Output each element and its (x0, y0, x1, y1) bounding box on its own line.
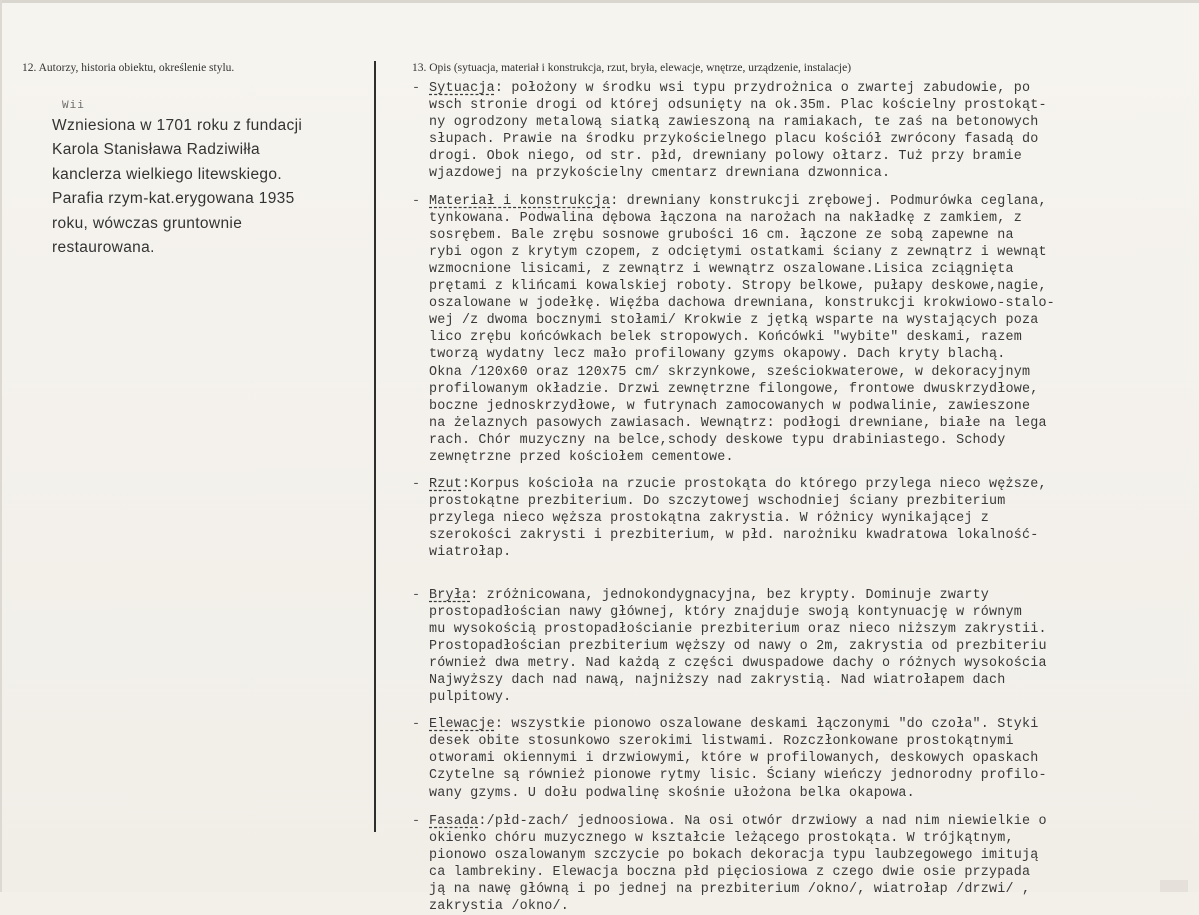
history-line: restaurowana. (52, 239, 155, 257)
section-keyword: Elewacje (429, 717, 495, 733)
section-line: wsch stronie drogi od której odsunięty na ok.35m. Plac kościelny prostokąt- (429, 98, 1047, 114)
handwritten-marks: Wii (62, 100, 85, 112)
section-line: prostopadłościan nawy głównej, który znajduje swoją kontynuację w równym (429, 604, 1022, 620)
section-line: :/płd-zach/ jednoosiowa. Na osi otwór drzwiowy a nad nim niewielkie o (478, 813, 1047, 829)
page-edge (0, 0, 1199, 3)
section-keyword: Fasada (429, 813, 479, 829)
section-line: Okna /120x60 oraz 120x75 cm/ skrzynkowe, sześciokwaterowe, w dekoracyjnym (429, 364, 1031, 380)
section-line: tynkowana. Podwalina dębowa łączona na narożach na nakładkę z zamkiem, z (429, 210, 1022, 226)
section-line: zakrystia /okno/. (429, 899, 570, 915)
section-keyword: Materiał i konstrukcja (429, 193, 611, 209)
section-line: wjazdowej na przykościelny cmentarz drewniana dzwonnica. (429, 166, 891, 182)
section-line: mu wysokością prostopadłościanie prezbiterium oraz nieco niższym zakrystii. (429, 621, 1047, 637)
history-line: Parafia rzym-kat.erygowana 1935 (52, 190, 295, 208)
history-line: Karola Stanisława Radziwiłła (52, 141, 260, 159)
section-line: na żelaznych pasowych zawiasach. Wewnątrz: podłogi drewniane, białe na lega (429, 415, 1047, 431)
section-line: okienko chóru muzycznego w kształcie leżącego prostokąta. W trójkątnym, (429, 830, 1014, 846)
section-line: wiatrołap. (429, 545, 512, 561)
section-line: słupach. Prawie na środku przykościelnego placu kościół zwrócony fasadą do (429, 132, 1039, 148)
section-line: : drewniany konstrukcji zrębowej. Podmurówka ceglana, (610, 193, 1047, 209)
section-line: otworami okiennymi i drzwiowymi, które w profilowanych, deskowych opaskach (429, 751, 1039, 767)
history-line: Wzniesiona w 1701 roku z fundacji (52, 117, 303, 134)
section-line: wej /z dwoma bocznymi stołami/ Krokwie z jętką wsparte na wystających poza (429, 313, 1039, 329)
section-line: : położony w środku wsi typu przydrożnica o zwartej zabudowie, po (494, 81, 1031, 96)
page-edge (0, 0, 2, 892)
section-line: ją na nawę główną i po jednej na prezbiterium /okno/, wiatrołap /drzwi/ , (429, 882, 1031, 898)
section-rzut: - Rzut:Korpus kościoła na rzucie prostokąta do którego przylega nieco węższe, prostokątne prezbiterium. Do szczytowej wschodniej ściany prezbiterium przylega nieco węższa prostokątna zakrystia. W różnicy wynikającej z szerokości zakrysti i prezbiterium, w płd. narożniku kwadratowa lokalność- wiatrołap. (412, 476, 1199, 561)
section-line: szerokości zakrysti i prezbiterium, w płd. narożniku kwadratowa lokalność- (429, 528, 1039, 544)
section-line: wzmocnione lisicami, z zewnątrz i wewnątrz oszalowane.Lisica zciągnięta (429, 261, 1014, 277)
section-line: oszalowane w jodełkę. Więźba dachowa drewniana, konstrukcji krokwiowo-stalo- (429, 296, 1055, 312)
section-line: rach. Chór muzyczny na belce,schody deskowe typu drabiniastego. Schody (429, 432, 1006, 448)
section-line: zewnętrzne przed kościołem cementowe. (429, 449, 734, 465)
section-line: profilowanym okładzie. Drzwi zewnętrzne filongowe, frontowe dwuskrzydłowe, (429, 381, 1039, 397)
section-line: drogi. Obok niego, od str. płd, drewniany polowy ołtarz. Tuż przy bramie (429, 149, 1022, 165)
section-line: :Korpus kościoła na rzucie prostokąta do którego przylega nieco węższe, (461, 477, 1047, 493)
section-line: Prostopadłościan prezbiterium węższy od nawy o 2m, zakrystia od prezbiteriu (429, 638, 1047, 654)
section-fasada: - Fasada:/płd-zach/ jednoosiowa. Na osi otwór drzwiowy a nad nim niewielkie o okienko chóru muzycznego w kształcie leżącego prostokąta. W trójkątnym, pionowo oszalowanym szczycie po bokach dekoracja typu laubzegowego imitują ca lambrekiny. Elewacja boczna płd pięciosiowa z czego dwie osie przypada ją na nawę główną i po jednej na prezbiterium /okno/, wiatrołap /drzwi/ , zakrystia /okno/. (412, 813, 1199, 915)
section-line: : zróżnicowana, jednokondygnacyjna, bez krypty. Dominuje zwarty (470, 587, 990, 603)
history-text (52, 114, 374, 260)
section-line: prostokątne prezbiterium. Do szczytowej wschodniej ściany prezbiterium (429, 494, 1006, 510)
section-line: rybi ogon z krytym czopem, z odciętymi ostatkami ściany z zewnątrz i wewnąt (429, 244, 1047, 260)
section-line: ca lambrekiny. Elewacja boczna płd pięciosiowa z czego dwie osie przypada (429, 864, 1031, 880)
section-keyword: Bryła (429, 587, 471, 603)
section-line: sosrębem. Bale zrębu sosnowe grubości 16 cm. łączone ze sobą zapewne na (429, 227, 1014, 243)
section-line: ny ogrodzony metalową siatką zawieszoną na ramiakach, te zaś na betonowych (429, 115, 1039, 131)
section-line: również dwa metry. Nad każdą z części dwuspadowe dachy o różnych wysokościa (429, 655, 1047, 671)
section-line: Najwyższy dach nad nawą, najniższy nad zakrystią. Nad wiatrołapem dach (429, 673, 1006, 688)
column-divider (374, 61, 376, 832)
section-line: przylega nieco węższa prostokątna zakrystia. W różnicy wynikającej z (429, 511, 990, 527)
section-bryla: - Bryła: zróżnicowana, jednokondygnacyjna, bez krypty. Dominuje zwarty prostopadłościan nawy głównej, który znajduje swoją kontynuację w równym mu wysokością prostopadłościanie prezbiterium oraz nieco niższym zakrystii. Prostopadłościan prezbiterium węższy od nawy o 2m, zakrystia od prezbiteriu również dwa metry. Nad każdą z części dwuspadowe dachy o różnych wysokościa Najwyższy dach nad nawą, najniższy nad zakrystią. Nad wiatrołapem dach pulpitowy. (412, 587, 1199, 707)
section-elewacje: - Elewacje: wszystkie pionowo oszalowane deskami łączonymi "do czoła". Styki desek obite stosunkowo szerokimi listwami. Rozczłonkowane prostokątnymi otworami okiennymi i drzwiowymi, które w profilowanych, deskowych opaskach Czytelne są również pionowe rytmy lisic. Ściany wieńczy jednorodny profilo- wany gzyms. U dołu podwalinę skośnie ułożona belka okapowa. (412, 716, 1199, 801)
section-line: : wszystkie pionowo oszalowane deskami łączonymi "do czoła". Styki (494, 717, 1039, 733)
history-line: kanclerza wielkiego litewskiego. (52, 165, 283, 183)
section-line: wany gzyms. U dołu podwalinę skośnie ułożona belka okapowa. (429, 785, 915, 801)
section-line: Czytelne są również pionowe rytmy lisic. Ściany wieńczy jednorodny profilo- (429, 768, 1047, 784)
section-keyword: Sytuacja (429, 81, 495, 96)
section-line: prętami z klińcami kowalskiej roboty. Stropy belkowe, pułapy deskowe,nagie, (429, 279, 1047, 295)
section-line: lico zrębu końcówkach belek stropowych. Końcówki "wybite" deskami, razem (429, 330, 1022, 346)
section-12-header: 12. Autorzy, historia obiektu, określenie stylu. (22, 62, 235, 74)
section-sytuacja: - Sytuacja: położony w środku wsi typu przydrożnica o zwartej zabudowie, po wsch stronie drogi od której odsunięty na ok.35m. Plac kościelny prostokąt- ny ogrodzony metalową siatką zawieszoną na ramiakach, te zaś na betonowych słupach. Prawie na środku przykościelnego placu kościół zwrócony fasadą do drogi. Obok niego, od str. płd, drewniany polowy ołtarz. Tuż przy bramie wjazdowej na przykościelny cmentarz drewniana dzwonnica. (412, 80, 1199, 183)
section-line: desek obite stosunkowo szerokimi listwami. Rozczłonkowane prostokątnymi (429, 734, 1014, 750)
section-13-header: 13. Opis (sytuacja, materiał i konstrukcja, rzut, bryła, elewacje, wnętrze, urządzenie, instalacje) (412, 62, 852, 74)
description-column (412, 80, 1199, 915)
section-line: pulpitowy. (429, 690, 512, 706)
section-line: pionowo oszalowanym szczycie po bokach dekoracja typu laubzegowego imitują (429, 847, 1039, 863)
section-keyword: Rzut (429, 477, 462, 493)
section-material: - Materiał i konstrukcja: drewniany konstrukcji zrębowej. Podmurówka ceglana, tynkowana. Podwalina dębowa łączona na narożach na nakładkę z zamkiem, z sosrębem. Bale zrębu sosnowe grubości 16 cm. łączone ze sobą zapewne na rybi ogon z krytym czopem, z odciętymi ostatkami ściany z zewnątrz i wewnąt wzmocnione lisicami, z zewnątrz i wewnątrz oszalowane.Lisica zciągnięta prętami z klińcami kowalskiej roboty. Stropy belkowe, pułapy deskowe,nagie, oszalowane w jodełkę. Więźba dachowa drewniana, konstrukcji krokwiowo-stalo- wej /z dwoma bocznymi stołami/ Krokwie z jętką wsparte na wystających poza lico zrębu końcówkach belek stropowych. Końcówki "wybite" deskami, razem tworzą wydatny lecz mało profilowany gzyms okapowy. Dach kryty blachą. Okna /120x60 oraz 120x75 cm/ skrzynkowe, sześciokwaterowe, w dekoracyjnym profilowanym okładzie. Drzwi zewnętrzne filongowe, frontowe dwuskrzydłowe, boczne jednoskrzydłowe, w futrynach zamocowanych w podwalinie, zawieszone na żelaznych pasowych zawiasach. Wewnątrz: podłogi drewniane, białe na lega rach. Chór muzyczny na belce,schody deskowe typu drabiniastego. Schody zewnętrzne przed kościołem cementowe. (412, 193, 1199, 467)
section-line: tworzą wydatny lecz mało profilowany gzyms okapowy. Dach kryty blachą. (429, 347, 1006, 363)
page-corner (1160, 880, 1188, 892)
section-line: boczne jednoskrzydłowe, w futrynach zamocowanych w podwalinie, zawieszone (429, 398, 1031, 414)
history-line: roku, wówczas gruntownie (52, 214, 243, 232)
